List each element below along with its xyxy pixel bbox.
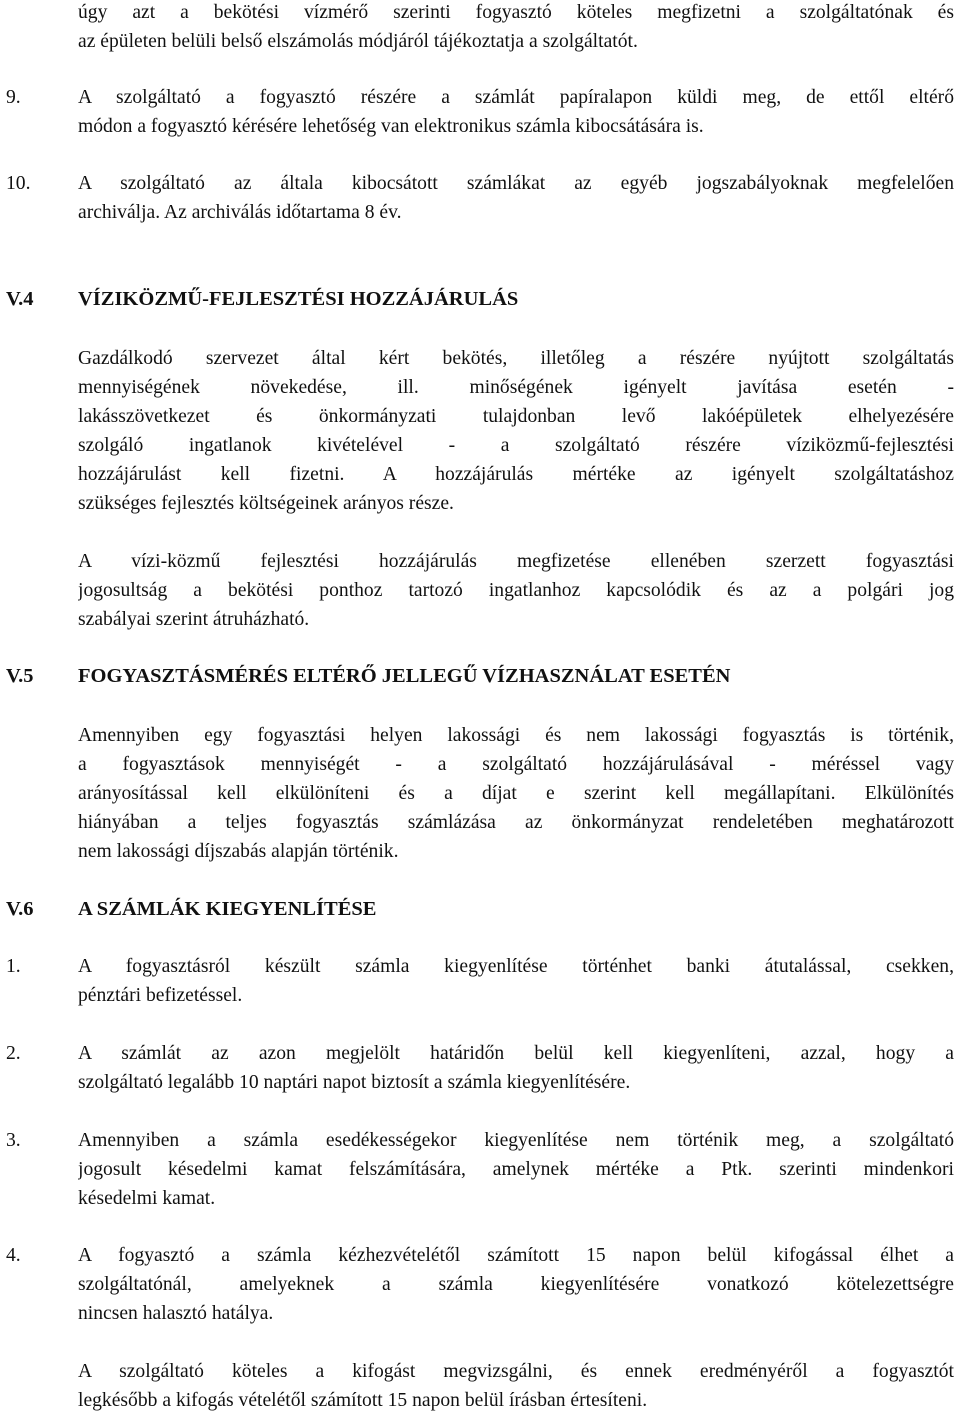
item-number: 2. (6, 1043, 21, 1064)
paragraph-line: nem lakossági díjszabás alapján történik. (78, 841, 399, 862)
item-line: jogosult késedelmi kamat felszámítására, amelynek mértéke a Ptk. szerinti mindenkori (78, 1159, 954, 1180)
item-line: A szolgáltató a fogyasztó részére a számlát papíralapon küldi meg, de ettől eltérő (78, 87, 954, 108)
paragraph-line: A vízi-közmű fejlesztési hozzájárulás megfizetése ellenében szerzett fogyasztási (78, 551, 954, 572)
intro-line: az épületen belüli belső elszámolás módjáról tájékoztatja a szolgáltatót. (78, 31, 638, 52)
section-number: V.6 (6, 898, 34, 920)
paragraph-line: legkésőbb a kifogás vételétől számított 15 napon belül írásban értesíteni. (78, 1390, 648, 1411)
item-line: késedelmi kamat. (78, 1188, 216, 1209)
section-title: FOGYASZTÁSMÉRÉS ELTÉRŐ JELLEGŰ VÍZHASZNÁLAT ESETÉN (78, 665, 731, 687)
paragraph-line: szolgáló ingatlanok kivételével - a szolgáltató részére víziközmű-fejlesztési (78, 435, 954, 456)
item-line: pénztári befizetéssel. (78, 985, 243, 1006)
item-number: 1. (6, 956, 21, 977)
paragraph-line: szükséges fejlesztés költségeinek arányos része. (78, 493, 454, 514)
item-line: A számlát az azon megjelölt határidőn belül kell kiegyenlíteni, azzal, hogy a (78, 1043, 954, 1064)
item-number: 3. (6, 1130, 21, 1151)
item-number: 10. (6, 173, 31, 194)
section-number: V.4 (6, 288, 34, 310)
paragraph-line: Gazdálkodó szervezet által kért bekötés, illetőleg a részére nyújtott szolgáltatás (78, 348, 954, 369)
paragraph-line: mennyiségének növekedése, ill. minőségének igényelt javítása esetén - (78, 377, 954, 398)
item-line: A fogyasztó a számla kézhezvételétől számított 15 napon belül kifogással élhet a (78, 1245, 954, 1266)
paragraph-line: jogosultság a bekötési ponthoz tartozó ingatlanhoz kapcsolódik és az a polgári jog (78, 580, 954, 601)
paragraph-line: Amennyiben egy fogyasztási helyen lakossági és nem lakossági fogyasztás is történik, (78, 725, 954, 746)
paragraph-line: arányosítással kell elkülöníteni és a díjat e szerint kell megállapítani. Elkülönítés (78, 783, 954, 804)
paragraph-line: szabályai szerint átruházható. (78, 609, 310, 630)
item-line: nincsen halasztó hatálya. (78, 1303, 274, 1324)
item-line: A fogyasztásról készült számla kiegyenlítése történhet banki átutalással, csekken, (78, 956, 954, 977)
item-number: 9. (6, 87, 21, 108)
item-number: 4. (6, 1245, 21, 1266)
item-line: A szolgáltató az általa kibocsátott számlákat az egyéb jogszabályoknak megfelelően (78, 173, 954, 194)
item-line: szolgáltatónál, amelyeknek a számla kiegyenlítésére vonatkozó kötelezettségre (78, 1274, 954, 1295)
section-title: A SZÁMLÁK KIEGYENLÍTÉSE (78, 898, 377, 920)
section-title: VÍZIKÖZMŰ-FEJLESZTÉSI HOZZÁJÁRULÁS (78, 288, 519, 310)
paragraph-line: a fogyasztások mennyiségét - a szolgáltató hozzájárulásával - méréssel vagy (78, 754, 954, 775)
item-line: módon a fogyasztó kérésére lehetőség van elektronikus számla kibocsátására is. (78, 116, 704, 137)
item-line: Amennyiben a számla esedékességekor kiegyenlítése nem történik meg, a szolgáltató (78, 1130, 954, 1151)
item-line: szolgáltató legalább 10 naptári napot biztosít a számla kiegyenlítésére. (78, 1072, 631, 1093)
paragraph-line: hozzájárulást kell fizetni. A hozzájárulás mértéke az igényelt szolgáltatáshoz (78, 464, 954, 485)
item-line: archiválja. Az archiválás időtartama 8 év. (78, 202, 402, 223)
section-number: V.5 (6, 665, 34, 687)
paragraph-line: A szolgáltató köteles a kifogást megvizsgálni, és ennek eredményéről a fogyasztót (78, 1361, 954, 1382)
paragraph-line: lakásszövetkezet és önkormányzati tulajdonban levő lakóépületek elhelyezésére (78, 406, 954, 427)
intro-line: úgy azt a bekötési vízmérő szerinti fogyasztó köteles megfizetni a szolgáltatónak és (78, 2, 954, 23)
paragraph-line: hiányában a teljes fogyasztás számlázása az önkormányzat rendeletében meghatározott (78, 812, 954, 833)
